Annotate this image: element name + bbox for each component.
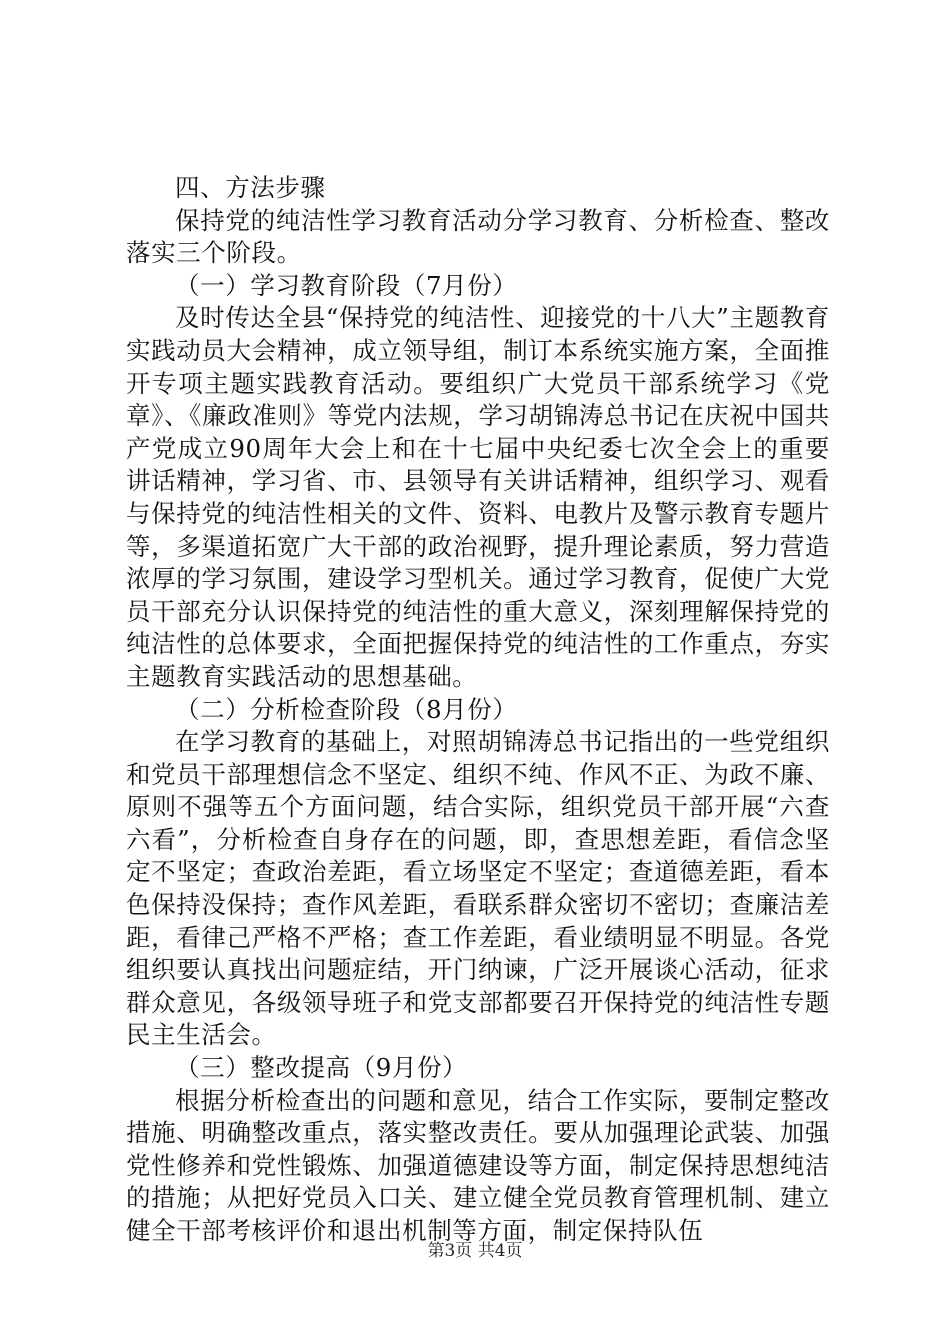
body-paragraph: 及时传达全县“保持党的纯洁性、迎接党的十八大”主题教育实践动员大会精神，成立领导组，制订本系统实施方案，全面推开专项主题实践教育活动。要组织广大党员干部系统学习《党章》、《廉政准则》等党内法规，学习胡锦涛总书记在庆祝中国共产党成立90周年大会上和在十七届中央纪委七次全会上的重要讲话精神，学习省、市、县领导有关讲话精神，组织学习、观看与保持党的纯洁性相关的文件、资料、电教片及警示教育专题片等，多渠道拓宽广大干部的政治视野，提升理论素质，努力营造浓厚的学习氛围，建设学习型机关。通过学习教育，促使广大党员干部充分认识保持党的纯洁性的重大意义，深刻理解保持党的纯洁性的总体要求，全面把握保持党的纯洁性的工作重点，夯实主题教育实践活动的思想基础。 [126,303,830,691]
document-body [126,172,830,1248]
body-paragraph: 在学习教育的基础上，对照胡锦涛总书记指出的一些党组织和党员干部理想信念不坚定、组织不纯、作风不正、为政不廉、原则不强等五个方面问题，结合实际，组织党员干部开展“六查六看”，分析检查自身存在的问题，即，查思想差距，看信念坚定不坚定；查政治差距，看立场坚定不坚定；查道德差距，看本色保持没保持；查作风差距，看联系群众密切不密切；查廉洁差距，看律己严格不严格；查工作差距，看业绩明显不明显。各党组织要认真找出问题症结，开门纳谏，广泛开展谈心活动，征求群众意见，各级领导班子和党支部都要召开保持党的纯洁性专题民主生活会。 [126,727,830,1050]
section-heading: 四、方法步骤 [175,173,326,202]
stage-heading: （三）整改提高（9月份） [175,1053,468,1083]
stage-heading: （二）分析检查阶段（8月份） [175,694,518,724]
page-number-footer: 第3页 共4页 [427,1241,523,1261]
body-paragraph: 保持党的纯洁性学习教育活动分学习教育、分析检查、整改落实三个阶段。 [126,205,830,268]
stage-heading: （一）学习教育阶段（7月份） [175,270,518,300]
body-paragraph: 根据分析检查出的问题和意见，结合工作实际，要制定整改措施、明确整改重点，落实整改责任。要从加强理论武装、加强党性修养和党性锻炼、加强道德建设等方面，制定保持思想纯洁的措施；从把好党员入口关、建立健全党员教育管理机制、建立健全干部考核评价和退出机制等方面，制定保持队伍 [126,1085,830,1245]
